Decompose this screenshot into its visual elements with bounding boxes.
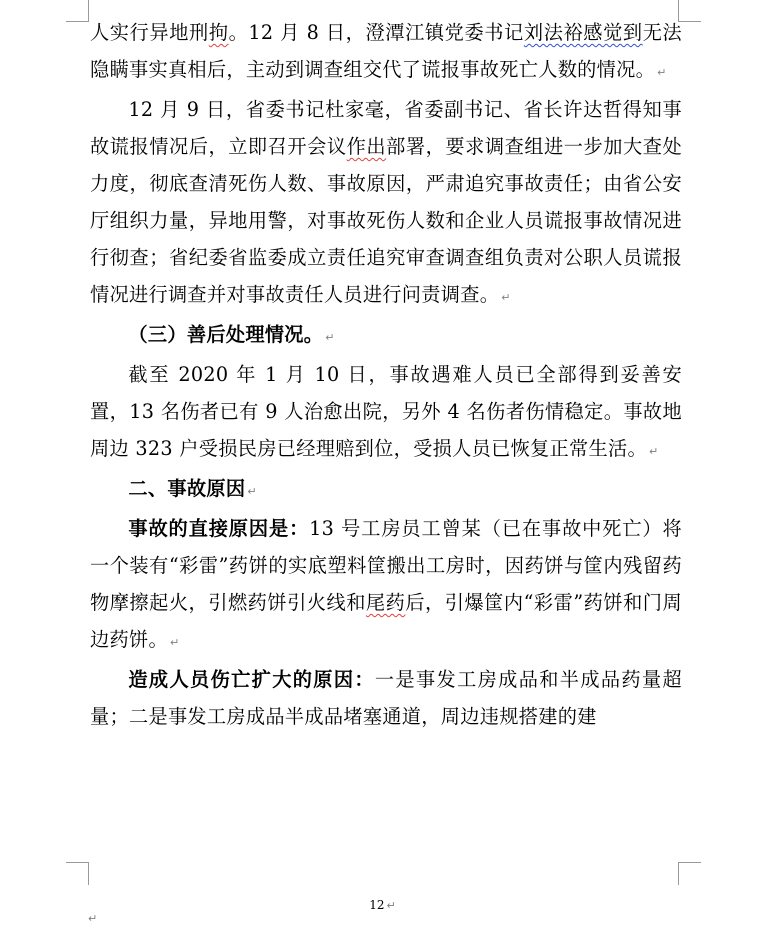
paragraph-mark-icon: ↵ bbox=[247, 485, 257, 498]
text-run: 13 号工房员工曾某（已在事故中死亡）将一个装有“彩雷”药饼的实底塑料筐搬出工房时，因药饼与筐内残留药物摩擦起火，引燃药饼引火线和 bbox=[90, 517, 683, 614]
text-run: 拘 bbox=[208, 21, 229, 44]
paragraph-direct-cause bbox=[90, 510, 682, 661]
text-run: 事故的直接原因是： bbox=[128, 517, 310, 540]
document-body[interactable] bbox=[90, 14, 682, 735]
text-run: 。12 月 8 日，澄潭江镇党委书记 bbox=[228, 21, 524, 44]
text-run: 刘法裕感觉到 bbox=[523, 21, 643, 44]
text-run: 人实行异地刑 bbox=[90, 21, 209, 44]
text-run: 作出 bbox=[346, 135, 387, 158]
paragraph-mark-icon: ↵ bbox=[88, 912, 98, 925]
text-run: 二、事故原因 bbox=[128, 477, 246, 500]
margin-corner-bottom-right bbox=[678, 862, 701, 885]
section-heading-causes bbox=[90, 470, 682, 510]
paragraph-mark-icon: ↵ bbox=[386, 899, 396, 912]
margin-corner-top-left bbox=[66, 0, 89, 22]
paragraph-4 bbox=[90, 356, 682, 470]
paragraph-mark-icon: ↵ bbox=[501, 291, 511, 304]
text-run: 尾药 bbox=[365, 591, 406, 614]
page-footer bbox=[0, 898, 765, 912]
paragraph-2 bbox=[90, 91, 682, 316]
paragraph-mark-icon: ↵ bbox=[325, 331, 335, 344]
text-run: 部署，要求调查组进一步加大查处力度，彻底查清死伤人数、事故原因，严肃追究事故责任；由省公安厅组织力量，异地用警，对事故死伤人数和企业人员谎报事故情况进行彻查；省纪委省监委成立责任追究审查调查组负责对公职人员谎报情况进行调查并对事故责任人员进行问责调查。 bbox=[90, 135, 682, 306]
paragraph-mark-icon: ↵ bbox=[169, 636, 180, 649]
text-run: 截至 2020 年 1 月 10 日，事故遇难人员已全部得到妥善安置，13 名伤者已有 9 人治愈出院，另外 4 名伤者伤情稳定。事故地周边 323 户受损民房已经理赔到位，受损人员已恢复正常生活。 bbox=[90, 363, 682, 460]
margin-corner-bottom-left bbox=[66, 862, 89, 885]
text-run: 后，引爆筐内“彩雷”药饼和门周边药饼。 bbox=[90, 591, 682, 651]
paragraph-casualty-cause bbox=[90, 661, 682, 735]
text-run: 一是事发工房成品和半成品药量超量；二是事发工房成品半成品堵塞通道，周边违规搭建的建 bbox=[90, 668, 682, 728]
paragraph-mark-icon: ↵ bbox=[649, 445, 659, 458]
text-run: 造成人员伤亡扩大的原因： bbox=[128, 668, 375, 691]
text-run: 无法隐瞒事实真相后，主动到调查组交代了谎报事故死亡人数的情况。 bbox=[90, 21, 682, 81]
text-run: （三）善后处理情况。 bbox=[128, 323, 324, 346]
page-number: 12 bbox=[369, 898, 385, 912]
paragraph-mark-icon: ↵ bbox=[657, 66, 667, 79]
text-run: 12 月 9 日，省委书记杜家毫，省委副书记、省长许达哲得知事故谎报情况后，立即召开会议 bbox=[90, 98, 682, 158]
section-heading-aftermath bbox=[90, 316, 682, 356]
paragraph-1 bbox=[90, 14, 682, 91]
